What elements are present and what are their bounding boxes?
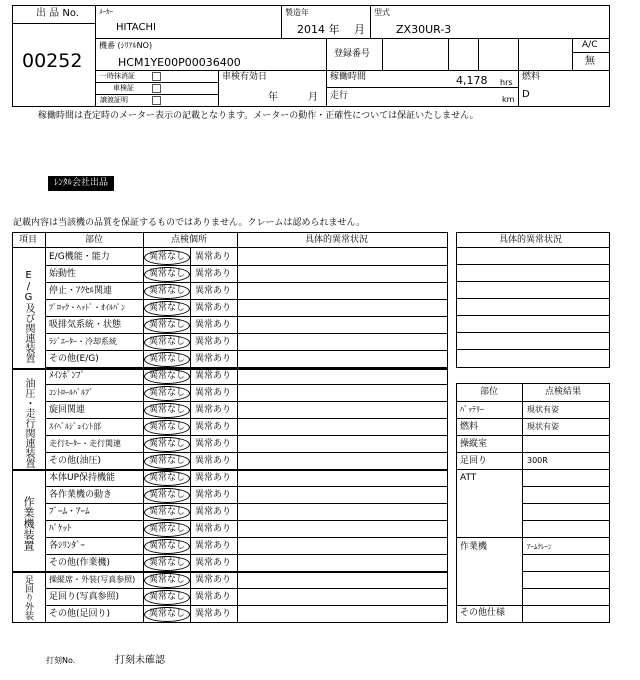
option-no-issue[interactable]: 異常なし <box>149 592 186 602</box>
row-part-label: その他(足回り) <box>49 609 111 619</box>
option-no-issue[interactable]: 異常なし <box>149 507 186 517</box>
serial-value: HCM1YE00P00036400 <box>118 56 241 69</box>
option-no-issue[interactable]: 異常なし <box>149 473 186 483</box>
option-no-issue[interactable]: 異常なし <box>149 371 186 381</box>
battery-label: ﾊﾞｯﾃﾘｰ <box>460 405 484 414</box>
option-has-issue[interactable]: 異常あり <box>195 575 232 585</box>
option-has-issue[interactable]: 異常あり <box>195 286 232 296</box>
option-no-issue[interactable]: 異常なし <box>149 422 186 432</box>
no-issue-circle-mark <box>144 420 190 435</box>
option-no-issue[interactable]: 異常なし <box>149 558 186 568</box>
option-has-issue[interactable]: 異常あり <box>195 541 232 551</box>
option-no-issue[interactable]: 異常なし <box>149 354 186 364</box>
stamp-label: 打刻No. <box>46 656 76 665</box>
row-part-label: ﾗｼﾞｴｰﾀｰ・冷却系統 <box>49 337 117 346</box>
row-part-label: 始動性 <box>49 269 77 279</box>
option-has-issue[interactable]: 異常あり <box>195 388 232 398</box>
ac-value: 無 <box>585 56 595 67</box>
no-issue-circle-mark <box>144 573 190 588</box>
no-issue-circle-mark <box>144 454 190 469</box>
option-no-issue[interactable]: 異常なし <box>149 405 186 415</box>
col-check-header: 点検個所 <box>171 235 208 245</box>
group-label-work: 作業機装置 <box>22 496 35 551</box>
hours-value: 4,178 <box>456 74 488 87</box>
option-has-issue[interactable]: 異常あり <box>195 269 232 279</box>
row-part-label: 操縦席・外装(写真参照) <box>49 575 136 584</box>
option-no-issue[interactable]: 異常なし <box>149 541 186 551</box>
option-no-issue[interactable]: 異常なし <box>149 524 186 534</box>
no-issue-circle-mark <box>144 369 190 384</box>
cert3-checkbox[interactable] <box>152 96 161 105</box>
option-has-issue[interactable]: 異常あり <box>195 473 232 483</box>
group-label-hydraulic: 油圧・走行関連装置 <box>23 378 34 468</box>
no-issue-circle-mark <box>144 539 190 554</box>
option-no-issue[interactable]: 異常なし <box>149 388 186 398</box>
no-issue-circle-mark <box>144 590 190 605</box>
model-value: ZX30UR-3 <box>396 23 452 36</box>
option-has-issue[interactable]: 異常あり <box>195 405 232 415</box>
row-part-label: 停止・ｱｸｾﾙ関連 <box>49 286 113 296</box>
option-has-issue[interactable]: 異常あり <box>195 303 232 313</box>
no-issue-circle-mark <box>144 352 190 367</box>
option-has-issue[interactable]: 異常あり <box>195 422 232 432</box>
no-issue-circle-mark <box>144 335 190 350</box>
row-part-label: その他(作業機) <box>49 558 111 568</box>
stamp-value: 打刻未確認 <box>115 655 165 666</box>
fuel-part-label: 燃料 <box>460 422 479 432</box>
row-part-label: 旋回関連 <box>49 405 86 415</box>
fuel-part-result: 現状有姿 <box>527 422 559 431</box>
no-issue-circle-mark <box>144 522 190 537</box>
row-part-label: 足回り(写真参照) <box>49 592 120 602</box>
no-issue-circle-mark <box>144 403 190 418</box>
no-issue-circle-mark <box>144 471 190 486</box>
no-issue-circle-mark <box>144 318 190 333</box>
battery-result: 現状有姿 <box>527 405 559 414</box>
fuel-value: D <box>522 89 530 100</box>
no-issue-circle-mark <box>144 267 190 282</box>
option-has-issue[interactable]: 異常あり <box>195 592 232 602</box>
option-no-issue[interactable]: 異常なし <box>149 286 186 296</box>
work-equipment-label: 作業機 <box>460 542 488 552</box>
option-no-issue[interactable]: 異常なし <box>149 320 186 330</box>
result-header: 点検結果 <box>545 387 582 397</box>
row-part-label: 各ｼﾘﾝﾀﾞｰ <box>49 541 86 551</box>
option-has-issue[interactable]: 異常あり <box>195 524 232 534</box>
row-part-label: その他(油圧) <box>49 456 102 466</box>
disclaimer: 記載内容は当該機の品質を保証するものではありません。クレームは認められません。 <box>13 218 366 228</box>
option-no-issue[interactable]: 異常なし <box>149 269 186 279</box>
distance-label: 走行 <box>330 91 349 101</box>
row-part-label: 走行ﾓｰﾀｰ・走行関連 <box>49 439 121 448</box>
detail-table-right <box>456 232 610 368</box>
row-part-label: ﾊﾞｹｯﾄ <box>49 524 72 534</box>
option-has-issue[interactable]: 異常あり <box>195 558 232 568</box>
no-issue-circle-mark <box>144 556 190 571</box>
option-has-issue[interactable]: 異常あり <box>195 354 232 364</box>
row-part-label: E/G機能・能力 <box>49 252 110 262</box>
hours-label: 稼働時間 <box>330 72 367 82</box>
inspection-label: 車検有効日 <box>222 72 268 82</box>
ac-label: A/C <box>582 40 598 50</box>
no-issue-circle-mark <box>144 284 190 299</box>
cert2-checkbox[interactable] <box>152 84 161 93</box>
group-label-engine: E/G及び関連装置 <box>23 270 34 363</box>
no-issue-circle-mark <box>144 437 190 452</box>
option-no-issue[interactable]: 異常なし <box>149 252 186 262</box>
option-has-issue[interactable]: 異常あり <box>195 337 232 347</box>
row-part-label: ﾒｲﾝﾎﾟﾝﾌﾟ <box>49 371 86 381</box>
att-label: ATT <box>460 473 477 483</box>
cert-transfer: 譲渡証明 <box>100 96 128 104</box>
hours-unit: hrs <box>500 78 513 87</box>
no-issue-circle-mark <box>144 301 190 316</box>
fuel-label: 燃料 <box>522 72 541 82</box>
undercarriage-result: 300R <box>527 456 548 465</box>
maker-value: HITACHI <box>116 22 156 33</box>
col-item-header: 項目 <box>19 235 38 245</box>
option-has-issue[interactable]: 異常あり <box>195 456 232 466</box>
cert-vehicle-inspection: 車検証 <box>113 84 134 92</box>
option-no-issue[interactable]: 異常なし <box>149 609 186 619</box>
option-no-issue[interactable]: 異常なし <box>149 456 186 466</box>
option-no-issue[interactable]: 異常なし <box>149 337 186 347</box>
option-has-issue[interactable]: 異常あり <box>195 320 232 330</box>
no-issue-circle-mark <box>144 488 190 503</box>
other-spec-label: その他仕様 <box>460 608 506 618</box>
lot-number-label: 出 品 No. <box>36 8 79 19</box>
col-detail-header: 具体的異常状況 <box>305 235 369 245</box>
option-has-issue[interactable]: 異常あり <box>195 371 232 381</box>
no-issue-circle-mark <box>144 250 190 265</box>
cab-label: 操縦室 <box>460 439 488 449</box>
option-has-issue[interactable]: 異常あり <box>195 439 232 449</box>
serial-label: 機番 (ｼﾘｱﾙNO) <box>99 41 153 50</box>
registration-label: 登録番号 <box>334 49 371 59</box>
group-label-undercarriage: 足回り外装 <box>23 575 33 620</box>
row-part-label: ﾌﾞｰﾑ・ｱｰﾑ <box>49 507 90 517</box>
option-no-issue[interactable]: 異常なし <box>149 303 186 313</box>
row-part-label: ｺﾝﾄﾛｰﾙﾊﾞﾙﾌﾞ <box>49 388 93 397</box>
option-no-issue[interactable]: 異常なし <box>149 439 186 449</box>
no-issue-circle-mark <box>144 386 190 401</box>
maker-label: ﾒｰｶｰ <box>99 8 113 16</box>
rental-company-badge: ﾚﾝﾀﾙ会社出品 <box>48 176 114 191</box>
lot-number: 00252 <box>22 50 83 72</box>
cert1-checkbox[interactable] <box>152 72 161 81</box>
row-part-label: 各作業機の動き <box>49 490 113 500</box>
row-part-label: ｽｲﾍﾞﾙｼﾞｮｲﾝﾄ部 <box>49 422 101 431</box>
col-part-header: 部位 <box>85 235 104 245</box>
cert-temporary-deregistration: 一時抹消証 <box>100 72 135 80</box>
option-has-issue[interactable]: 異常あり <box>195 490 232 500</box>
distance-unit: km <box>502 95 515 104</box>
row-part-label: 本体UP保持機能 <box>49 473 116 483</box>
undercarriage-label: 足回り <box>460 456 488 466</box>
no-issue-circle-mark <box>144 505 190 520</box>
row-part-label: ﾌﾞﾛｯｸ・ﾍｯﾄﾞ・ｵｲﾙﾊﾟﾝ <box>49 303 125 312</box>
option-no-issue[interactable]: 異常なし <box>149 490 186 500</box>
inspection-value: 年 月 <box>268 92 318 103</box>
parts-header: 部位 <box>480 387 499 397</box>
right-detail-header: 具体的異常状況 <box>499 235 563 245</box>
row-part-label: その他(E/G) <box>49 354 99 364</box>
year-value: 2014 年 月 <box>297 23 365 36</box>
option-no-issue[interactable]: 異常なし <box>149 575 186 585</box>
row-part-label: 吸排気系統・状態 <box>49 320 122 330</box>
option-has-issue[interactable]: 異常あり <box>195 609 232 619</box>
no-issue-circle-mark <box>144 607 190 622</box>
hours-note: 稼働時間は査定時のメーター表示の記載となります。メーターの動作・正確性については保証いたしません。 <box>38 111 479 121</box>
option-has-issue[interactable]: 異常あり <box>195 507 232 517</box>
work-equipment-value: ｱｰﾑｸﾚｰﾝ <box>527 543 552 551</box>
year-label: 製造年 <box>285 8 309 17</box>
model-label: 型式 <box>374 8 390 17</box>
option-has-issue[interactable]: 異常あり <box>195 252 232 262</box>
